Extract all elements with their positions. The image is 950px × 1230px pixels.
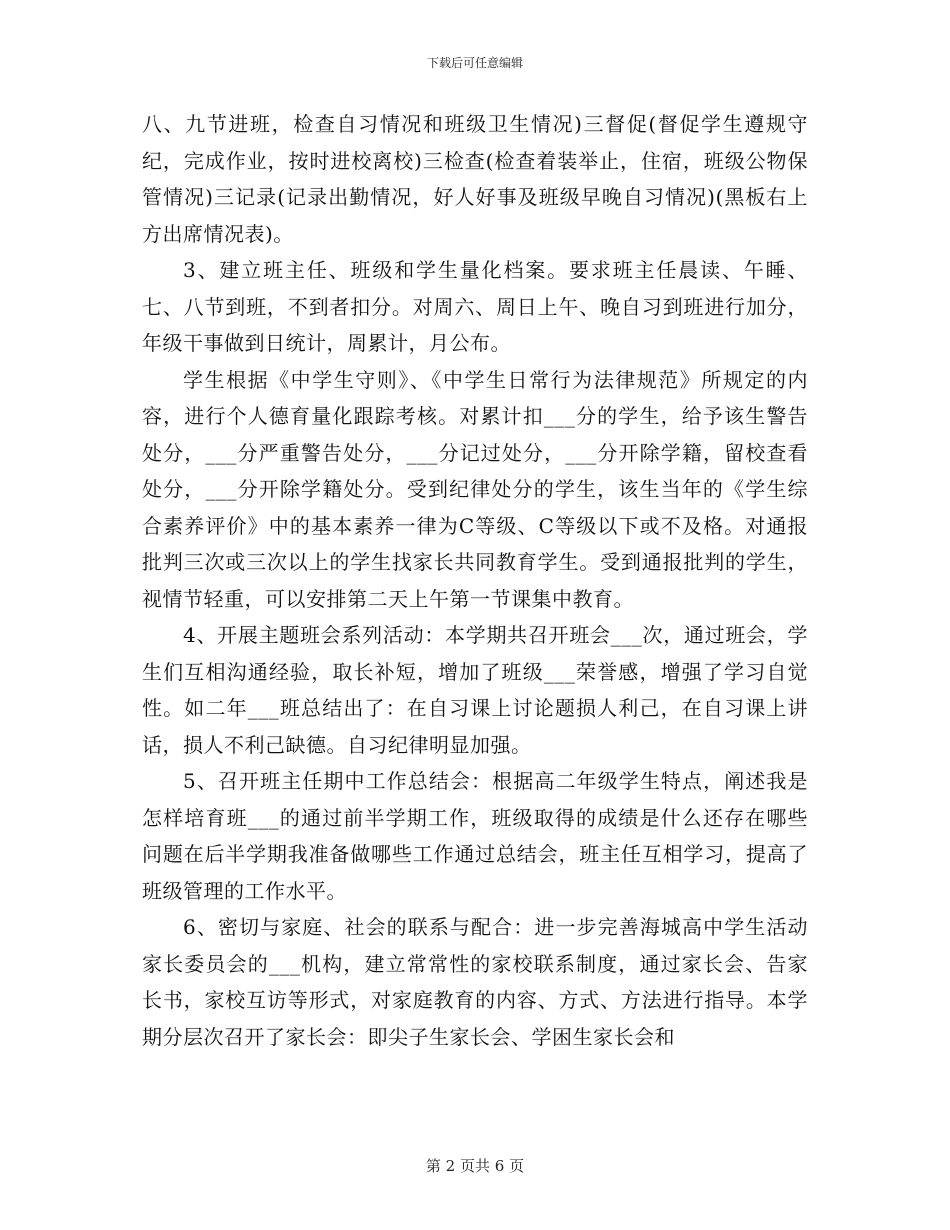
paragraph-item-5: 5、召开班主任期中工作总结会：根据高二年级学生特点，阐述我是怎样培育班___的通过前半学期工作，班级取得的成绩是什么还存在哪些问题在后半学期我准备做哪些工作通过总结会，班主任互相学习，提高了班级管理的工作水平。 [142, 769, 808, 903]
page-footer: 第 2 页共 6 页 [425, 1157, 525, 1175]
paragraph-item-3: 3、建立班主任、班级和学生量化档案。要求班主任晨读、午睡、七、八节到班，不到者扣分。对周六、周日上午、晚自习到班进行加分，年级干事做到日统计，周累计，月公布。 [142, 258, 808, 355]
paragraph-continued: 八、九节进班，检查自习情况和班级卫生情况)三督促(督促学生遵规守纪，完成作业，按时进校离校)三检查(检查着装举止，住宿，班级公物保管情况)三记录(记录出勤情况，好人好事及班级早晚自习情况)(黑板右上方出席情况表)。 [142, 112, 808, 246]
paragraph-item-4: 4、开展主题班会系列活动：本学期共召开班会___次，通过班会，学生们互相沟通经验，取长补短，增加了班级___荣誉感，增强了学习自觉性。如二年___班总结出了：在自习课上讨论题损人利己，在自习课上讲话，损人不利己缺德。自习纪律明显加强。 [142, 623, 808, 757]
document-body [142, 106, 808, 1055]
page-header: 下载后可任意编辑 [426, 56, 523, 70]
paragraph-item-6: 6、密切与家庭、社会的联系与配合：进一步完善海城高中学生活动家长委员会的___机构，建立常常性的家校联系制度，通过家长会、告家长书，家校互访等形式，对家庭教育的内容、方式、方法进行指导。本学期分层次召开了家长会：即尖子生家长会、学困生家长会和 [142, 915, 808, 1049]
paragraph-student-assessment: 学生根据《中学生守则》、《中学生日常行为法律规范》所规定的内容，进行个人德育量化跟踪考核。对累计扣___分的学生，给予该生警告处分，___分严重警告处分，___分记过处分，___分开除学籍，留校查看处分，___分开除学籍处分。受到纪律处分的学生，该生当年的《学生综合素养评价》中的基本素养一律为C等级、C等级以下或不及格。对通报批判三次或三次以上的学生找家长共同教育学生。受到通报批判的学生，视情节轻重，可以安排第二天上午第一节课集中教育。 [142, 367, 808, 611]
